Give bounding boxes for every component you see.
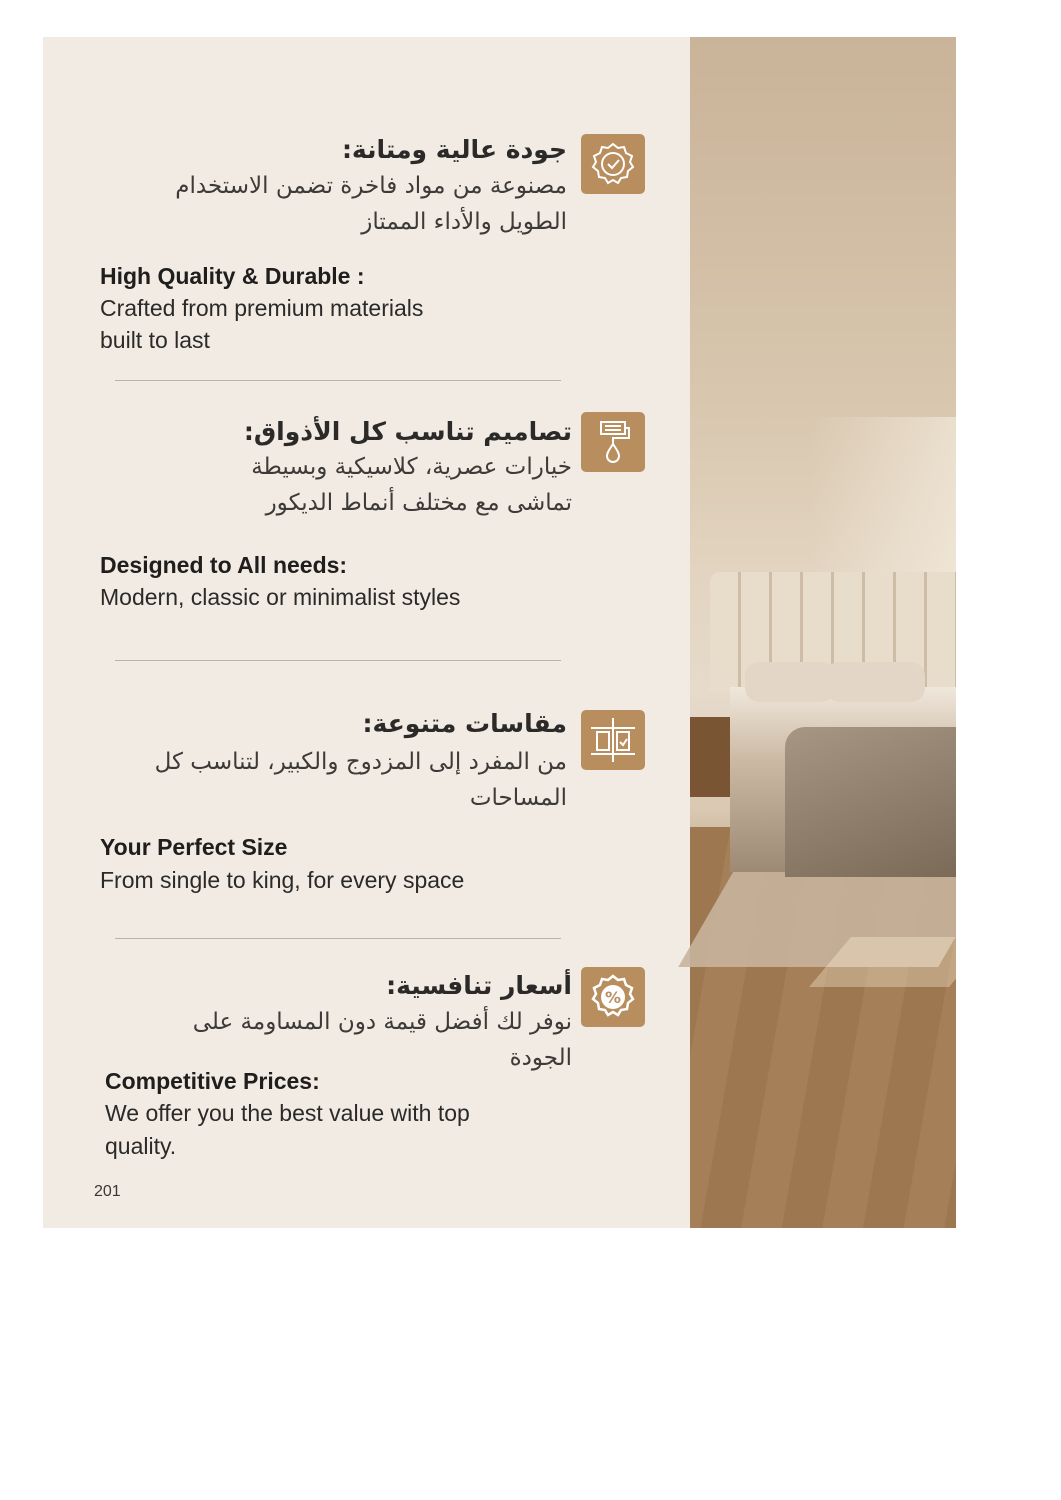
feature-2-english-line-1: Modern, classic or minimalist styles [100, 584, 461, 610]
feature-4-arabic-line-2: الجودة [509, 1045, 572, 1071]
feature-2-arabic-line-2: تماشى مع مختلف أنماط الديكور [265, 490, 572, 516]
feature-1-arabic-title: جودة عالية ومتانة: [341, 135, 567, 164]
feature-4-arabic-line-1: نوفر لك أفضل قيمة دون المساومة على [192, 1009, 572, 1035]
feature-1-english-line-1: Crafted from premium materials [100, 295, 424, 321]
size-frame-icon [581, 710, 645, 770]
feature-1-english-line-2: built to last [100, 327, 210, 353]
feature-2-arabic-title: تصاميم تناسب كل الأذواق: [243, 417, 572, 446]
divider [115, 380, 561, 381]
feature-3-arabic-line-2: المساحات [469, 785, 567, 811]
catalog-page [43, 37, 956, 1228]
feature-4-english-line-1: We offer you the best value with top [105, 1100, 470, 1126]
pillow [745, 662, 835, 702]
feature-4-arabic-title: أسعار تنافسية: [386, 971, 572, 1000]
feature-2-english-title: Designed to All needs: [100, 552, 348, 578]
feature-1-arabic-line-1: مصنوعة من مواد فاخرة تضمن الاستخدام [175, 173, 567, 199]
divider [115, 660, 561, 661]
feature-3-english-line-1: From single to king, for every space [100, 867, 465, 893]
feature-1-english-title: High Quality & Durable : [100, 263, 365, 289]
divider [115, 938, 561, 939]
svg-text:%: % [604, 988, 622, 1007]
bedroom-photo [690, 37, 956, 1228]
feature-4-english-title: Competitive Prices: [105, 1068, 320, 1094]
feature-3-arabic-title: مقاسات متنوعة: [362, 709, 567, 738]
feature-4-english-line-2: quality. [105, 1133, 177, 1159]
nightstand [690, 717, 735, 797]
page-number: 201 [94, 1183, 121, 1200]
feature-2-arabic-line-1: خيارات عصرية، كلاسيكية وبسيطة [251, 454, 572, 480]
quality-badge-check-icon [581, 134, 645, 194]
feature-3-arabic-line-1: من المفرد إلى المزدوج والكبير، لتناسب كل [154, 749, 567, 775]
feature-1-arabic-line-2: الطويل والأداء الممتاز [361, 209, 567, 235]
pillow [825, 662, 925, 702]
feature-3-english-title: Your Perfect Size [100, 834, 288, 860]
paint-roller-icon [581, 412, 645, 472]
discount-percent-icon [581, 967, 645, 1027]
blanket [785, 727, 956, 877]
